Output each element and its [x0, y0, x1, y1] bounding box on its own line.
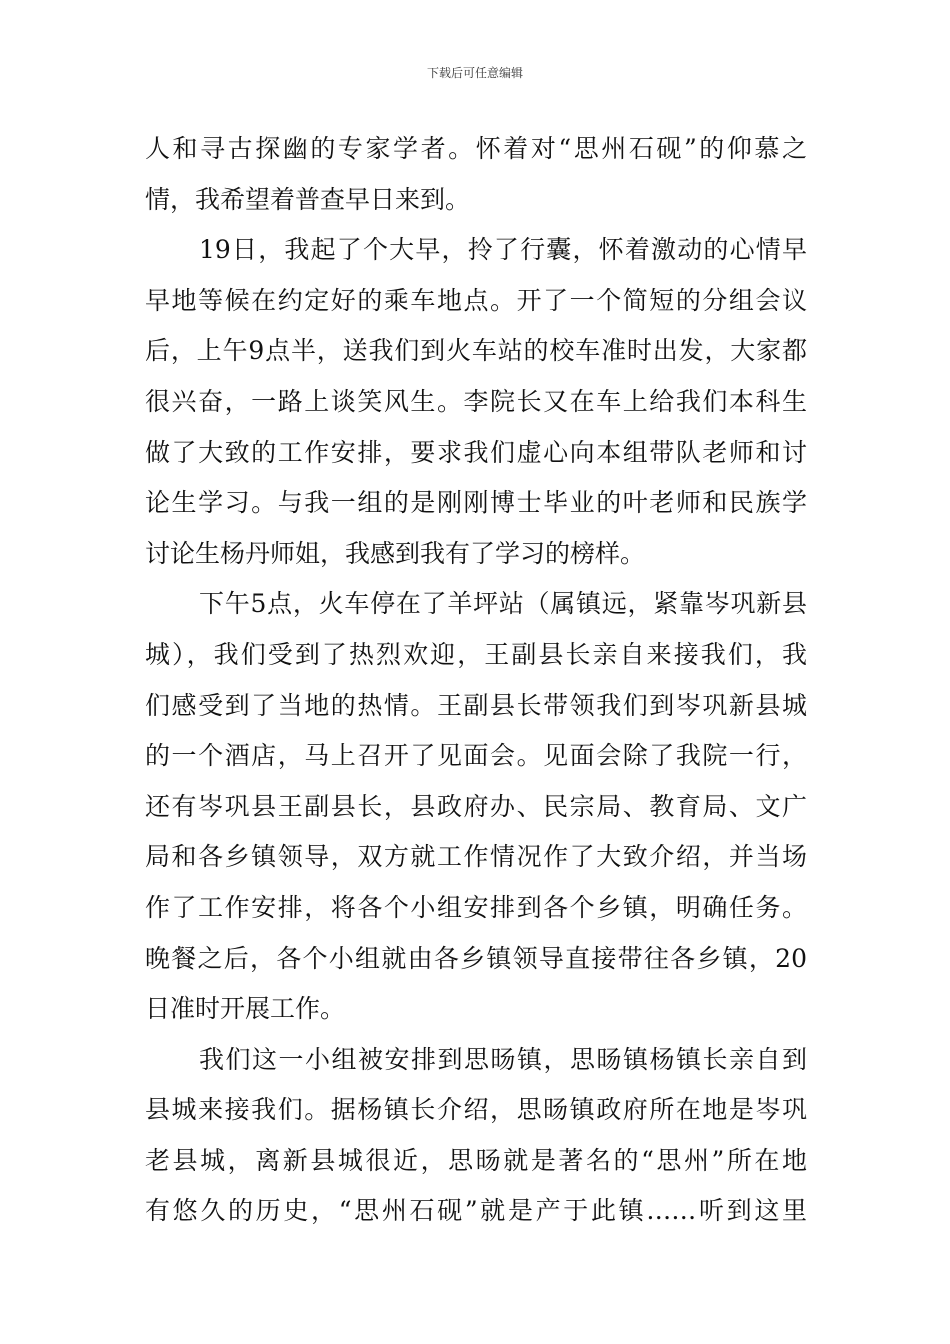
- text-line: 晚餐之后，各个小组就由各乡镇领导直接带往各乡镇，20: [145, 943, 807, 973]
- text-line: 老县城，离新县城很近，思旸就是著名的“思州”所在地: [145, 1145, 807, 1175]
- text-line: 情，我希望着普查早日来到。: [145, 184, 471, 214]
- paragraph-first-line: 19日，我起了个大早，拎了行囊，怀着激动的心情早: [199, 235, 807, 265]
- text-line: 人和寻古探幽的专家学者。怀着对“思州石砚”的仰慕之: [145, 134, 807, 163]
- paragraph-first-line: 下午5点，火车停在了羊坪站（属镇远，紧靠岑巩新县: [199, 589, 807, 619]
- text-line: 作了工作安排，将各个小组安排到各个乡镇，明确任务。: [145, 892, 807, 922]
- text-line: 很兴奋，一路上谈笑风生。李院长又在车上给我们本科生: [145, 386, 807, 416]
- text-line: 城），我们受到了热烈欢迎，王副县长亲自来接我们，我: [145, 639, 807, 669]
- text-line: 做了大致的工作安排，要求我们虚心向本组带队老师和讨: [145, 437, 807, 467]
- text-line: 的一个酒店，马上召开了见面会。见面会除了我院一行，: [145, 741, 807, 771]
- paragraph-first-line: 我们这一小组被安排到思旸镇，思旸镇杨镇长亲自到: [199, 1044, 807, 1074]
- text-line: 日准时开展工作。: [145, 994, 346, 1024]
- text-line: 还有岑巩县王副县长，县政府办、民宗局、教育局、文广: [145, 791, 807, 821]
- text-line: 局和各乡镇领导，双方就工作情况作了大致介绍，并当场: [145, 842, 807, 872]
- document-body: [145, 124, 807, 1237]
- text-line: 讨论生杨丹师姐，我感到我有了学习的榜样。: [145, 538, 646, 568]
- text-line: 论生学习。与我一组的是刚刚博士毕业的叶老师和民族学: [145, 488, 807, 518]
- page-header: 下载后可任意编辑: [426, 66, 523, 80]
- text-line: 早地等候在约定好的乘车地点。开了一个简短的分组会议: [145, 285, 807, 315]
- text-line: 有悠久的历史，“思州石砚”就是产于此镇……听到这里: [145, 1196, 807, 1226]
- text-line: 们感受到了当地的热情。王副县长带领我们到岑巩新县城: [145, 690, 807, 720]
- text-line: 县城来接我们。据杨镇长介绍，思旸镇政府所在地是岑巩: [145, 1095, 807, 1125]
- text-line: 后，上午9点半，送我们到火车站的校车准时出发，大家都: [145, 336, 807, 366]
